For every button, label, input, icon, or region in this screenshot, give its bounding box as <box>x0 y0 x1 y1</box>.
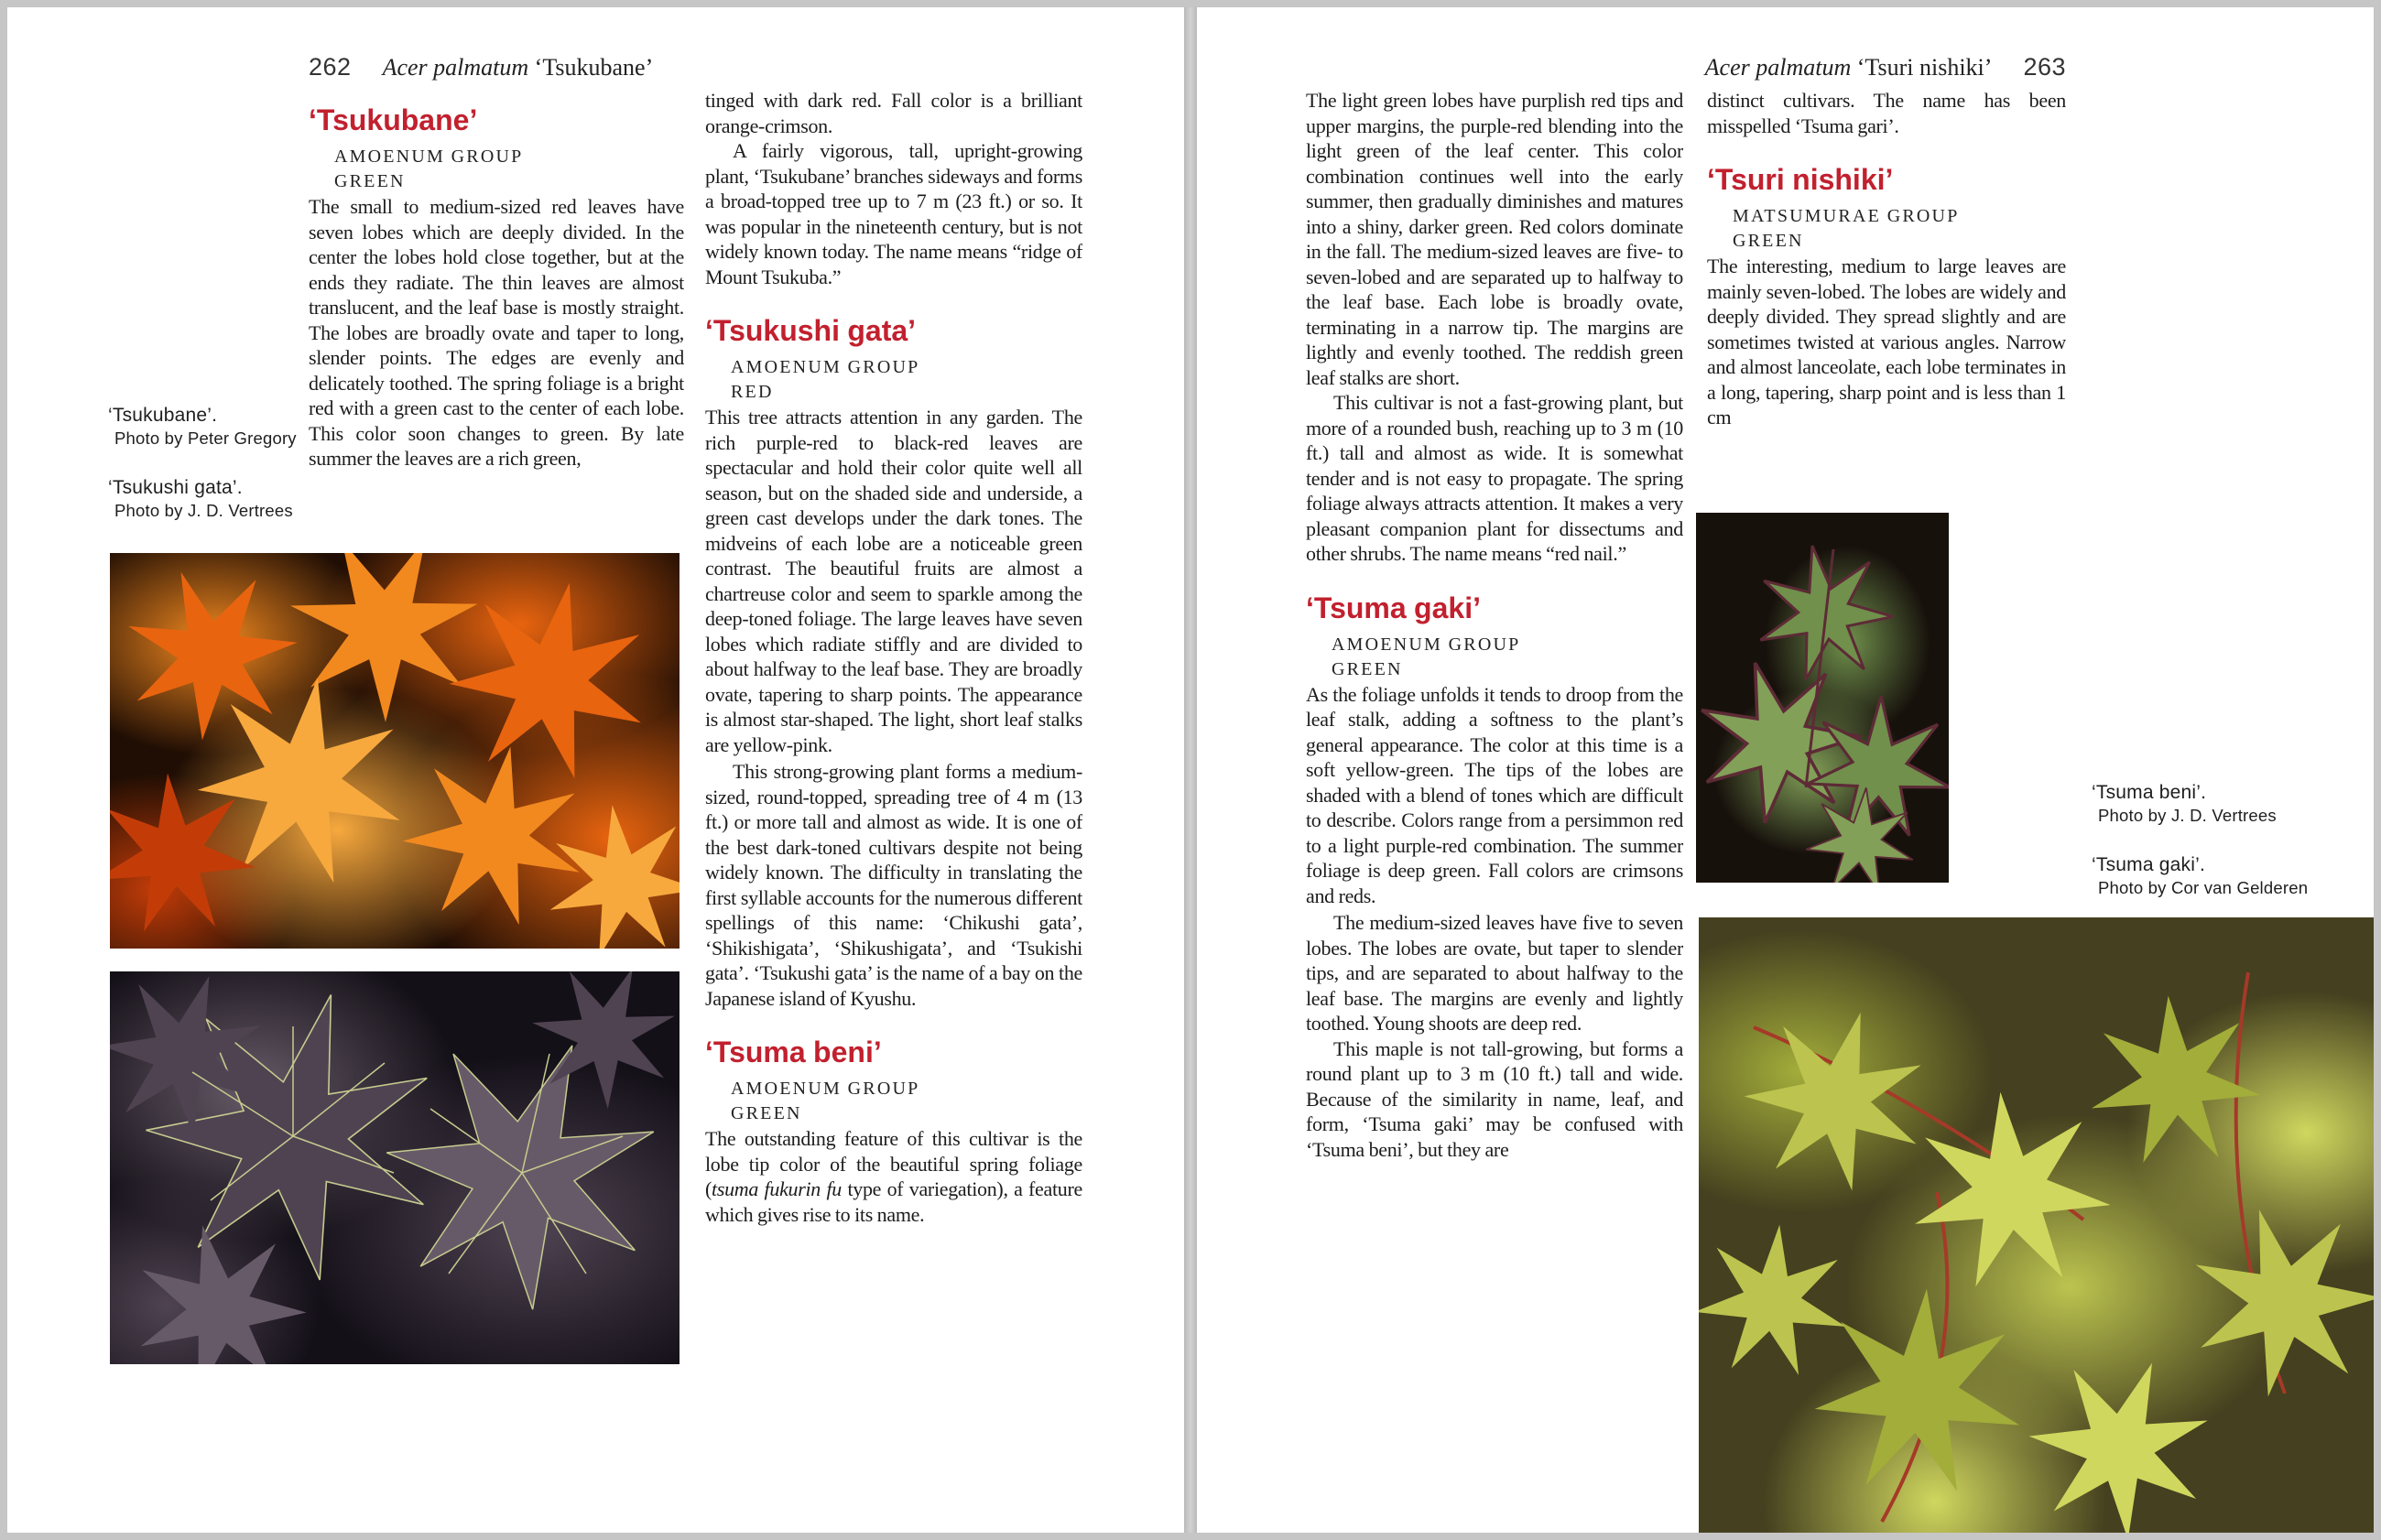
paragraph-segment: The outstanding feature of this cultivar is the lobe tip color of the beautiful spring foliage ( <box>705 1127 1082 1200</box>
cultivar-heading-tsuma-gaki: ‘Tsuma gaki’ <box>1306 591 1481 624</box>
group-label: AMOENUM GROUP <box>731 1079 920 1099</box>
group-label: MATSUMURAE GROUP <box>1733 206 1960 226</box>
page-number-right: 263 <box>2023 53 2066 81</box>
photo-tsukubane-orange-foliage <box>110 553 680 949</box>
paragraph-segment-italic: tsuma fukurin fu <box>712 1177 842 1200</box>
caption-tsukubane <box>108 403 306 450</box>
decorative-leaves <box>110 553 680 949</box>
caption-title: ‘Tsuma beni’. <box>2092 782 2207 803</box>
caption-credit: Photo by J. D. Vertrees <box>2098 806 2277 825</box>
body-paragraph: This cultivar is not a fast-growing plant, but more of a rounded bush, reaching up to 3 m (10 ft.) tall and almost as wide. It is somewhat tender and is not easy to propagate. The spring foliage always attracts attention. It makes a very pleasant companion plant for dissectums and other shrubs. The name means “red nail.” <box>1306 391 1683 565</box>
caption-credit: Photo by Cor van Gelderen <box>2098 878 2309 897</box>
color-label: GREEN <box>1733 231 1804 251</box>
cultivar-heading-tsukubane: ‘Tsukubane’ <box>309 104 478 136</box>
left-caption-block <box>108 403 306 548</box>
decorative-leaves <box>110 971 680 1364</box>
right-column-1 <box>1306 88 1683 1516</box>
running-head-right <box>1639 53 2066 81</box>
left-column-2 <box>705 88 1082 1516</box>
body-paragraph: This tree attracts attention in any garden. The rich purple-red to black-red leaves are spectacular and hold their color quite well all season, but on the shaded side and underside, a green cast develops under the dark tones. The midveins of each lobe are a noticeable green contrast. The beautiful fruits are almost a chartreuse color and seem to sparkle among the deep-toned foliage. The large leaves have seven lobes which radiate stiffly and are divided to about halfway to the leaf base. They are broadly ovate, tapering to sharp points. The appearance is almost star-shaped. The light, short leaf stalks are yellow-pink. <box>705 406 1082 756</box>
body-paragraph: As the foliage unfolds it tends to droop from the leaf stalk, adding a softness to the plant’s general appearance. The color at this time is a soft yellow-green. The tips of the lobes are shaded with a blend of tones which are difficult to describe. Colors range from a persimmon red to a light purple-red combination. The summer foliage is deep green. Fall colors are crimsons and reds. <box>1306 682 1683 907</box>
running-head-species: Acer palmatum <box>382 54 529 81</box>
running-head-cultivar: ‘Tsukubane’ <box>534 54 654 81</box>
body-paragraph <box>705 1126 1082 1227</box>
decorative-leaves <box>1699 917 2374 1533</box>
color-label: GREEN <box>1332 658 1403 679</box>
body-paragraph: The medium-sized leaves have five to seven lobes. The lobes are ovate, but taper to slender tips, and are separated to about halfway to the leaf base. The margins are evenly and lightly toothed. Young shoots are deep red. <box>1306 911 1683 1035</box>
right-caption-block <box>2092 780 2366 925</box>
cultivar-heading-tsukushi-gata: ‘Tsukushi gata’ <box>705 314 917 347</box>
paragraph-segment: type of variegation), a feature which gives rise to its name. <box>705 1177 1082 1226</box>
caption-credit: Photo by Peter Gregory <box>114 428 297 448</box>
cultivar-heading-tsuri-nishiki: ‘Tsuri nishiki’ <box>1707 163 1894 196</box>
body-paragraph: distinct cultivars. The name has been misspelled ‘Tsuma gari’. <box>1707 89 2066 137</box>
caption-tsukushi-gata <box>108 475 306 522</box>
decorative-leaves <box>1696 513 1949 883</box>
color-label: GREEN <box>334 171 406 191</box>
page-number-left: 262 <box>309 53 352 81</box>
cultivar-heading-tsuma-beni: ‘Tsuma beni’ <box>705 1036 882 1068</box>
caption-title: ‘Tsukubane’. <box>108 405 218 426</box>
running-head-species: Acer palmatum <box>1704 54 1852 81</box>
caption-title: ‘Tsukushi gata’. <box>108 477 243 498</box>
body-paragraph: tinged with dark red. Fall color is a brilliant orange-crimson. <box>705 89 1082 137</box>
caption-tsuma-gaki <box>2092 852 2366 899</box>
group-label: AMOENUM GROUP <box>1332 634 1521 655</box>
caption-credit: Photo by J. D. Vertrees <box>114 501 293 520</box>
group-label: AMOENUM GROUP <box>731 357 920 377</box>
left-column-1 <box>309 104 684 562</box>
color-label: GREEN <box>731 1103 802 1123</box>
right-column-2 <box>1707 88 2066 491</box>
caption-tsuma-beni <box>2092 780 2366 827</box>
photo-tsuma-gaki-yellow-green-foliage <box>1699 917 2374 1533</box>
running-head-left <box>309 53 1041 81</box>
body-paragraph: The light green lobes have purplish red tips and upper margins, the purple-red blending into the light green of the leaf center. This color combination continues well into the early summer, then gradually diminishes and matures into a shiny, darker green. Red colors dominate in the fall. The medium-sized leaves are five- to seven-lobed and are separated up to halfway to the leaf base. Each lobe is broadly ovate, terminating in a narrow tip. The margins are lightly and evenly toothed. The reddish green leaf stalks are short. <box>1306 89 1683 389</box>
body-paragraph: This strong-growing plant forms a medium-sized, round-topped, spreading tree of 4 m (13 ft.) or more tall and almost as wide. It is one of the best dark-toned cultivars despite not being widely known. The difficulty in translating the first syllable accounts for the numerous different spellings of this name: ‘Chikushi gata’, ‘Shikishigata’, ‘Shikushigata’, and ‘Tsukishi gata’. ‘Tsukushi gata’ is the name of a bay on the Japanese island of Kyushu. <box>705 760 1082 1010</box>
caption-title: ‘Tsuma gaki’. <box>2092 854 2205 875</box>
color-label: RED <box>731 382 774 402</box>
photo-tsukushi-gata-purple-foliage <box>110 971 680 1364</box>
body-paragraph: The interesting, medium to large leaves are mainly seven-lobed. The lobes are widely and deeply divided. They spread slightly and are sometimes twisted at various angles. Narrow and almost lanceolate, each lobe terminates in a long, tapering, sharp point and is less than 1 cm <box>1707 255 2066 428</box>
body-paragraph: The small to medium-sized red leaves have seven lobes which are deeply divided. In the center the lobes hold close together, but at the ends they radiate. The thin leaves are almost translucent, and the leaf base is mostly straight. The lobes are broadly ovate and taper to long, slender points. The edges are evenly and delicately toothed. The spring foliage is a bright red with a green cast to the center of each lobe. This color soon changes to green. By late summer the leaves are a rich green, <box>309 195 684 470</box>
photo-tsuma-beni-green-leaves <box>1696 513 1949 883</box>
group-label: AMOENUM GROUP <box>334 146 524 167</box>
body-paragraph: A fairly vigorous, tall, upright-growing plant, ‘Tsukubane’ branches sideways and forms a broad-topped tree up to 7 m (23 ft.) or so. It was popular in the nineteenth century, but is not widely known today. The name means “ridge of Mount Tsukuba.” <box>705 139 1082 288</box>
page-gutter <box>1184 7 1197 1533</box>
body-paragraph: This maple is not tall-growing, but forms a round plant up to 3 m (10 ft.) tall and wide. Because of the similarity in name, leaf, and form, ‘Tsuma gaki’ may be confused with ‘Tsuma beni’, but they are <box>1306 1036 1683 1161</box>
running-head-cultivar: ‘Tsuri nishiki’ <box>1856 54 1993 81</box>
